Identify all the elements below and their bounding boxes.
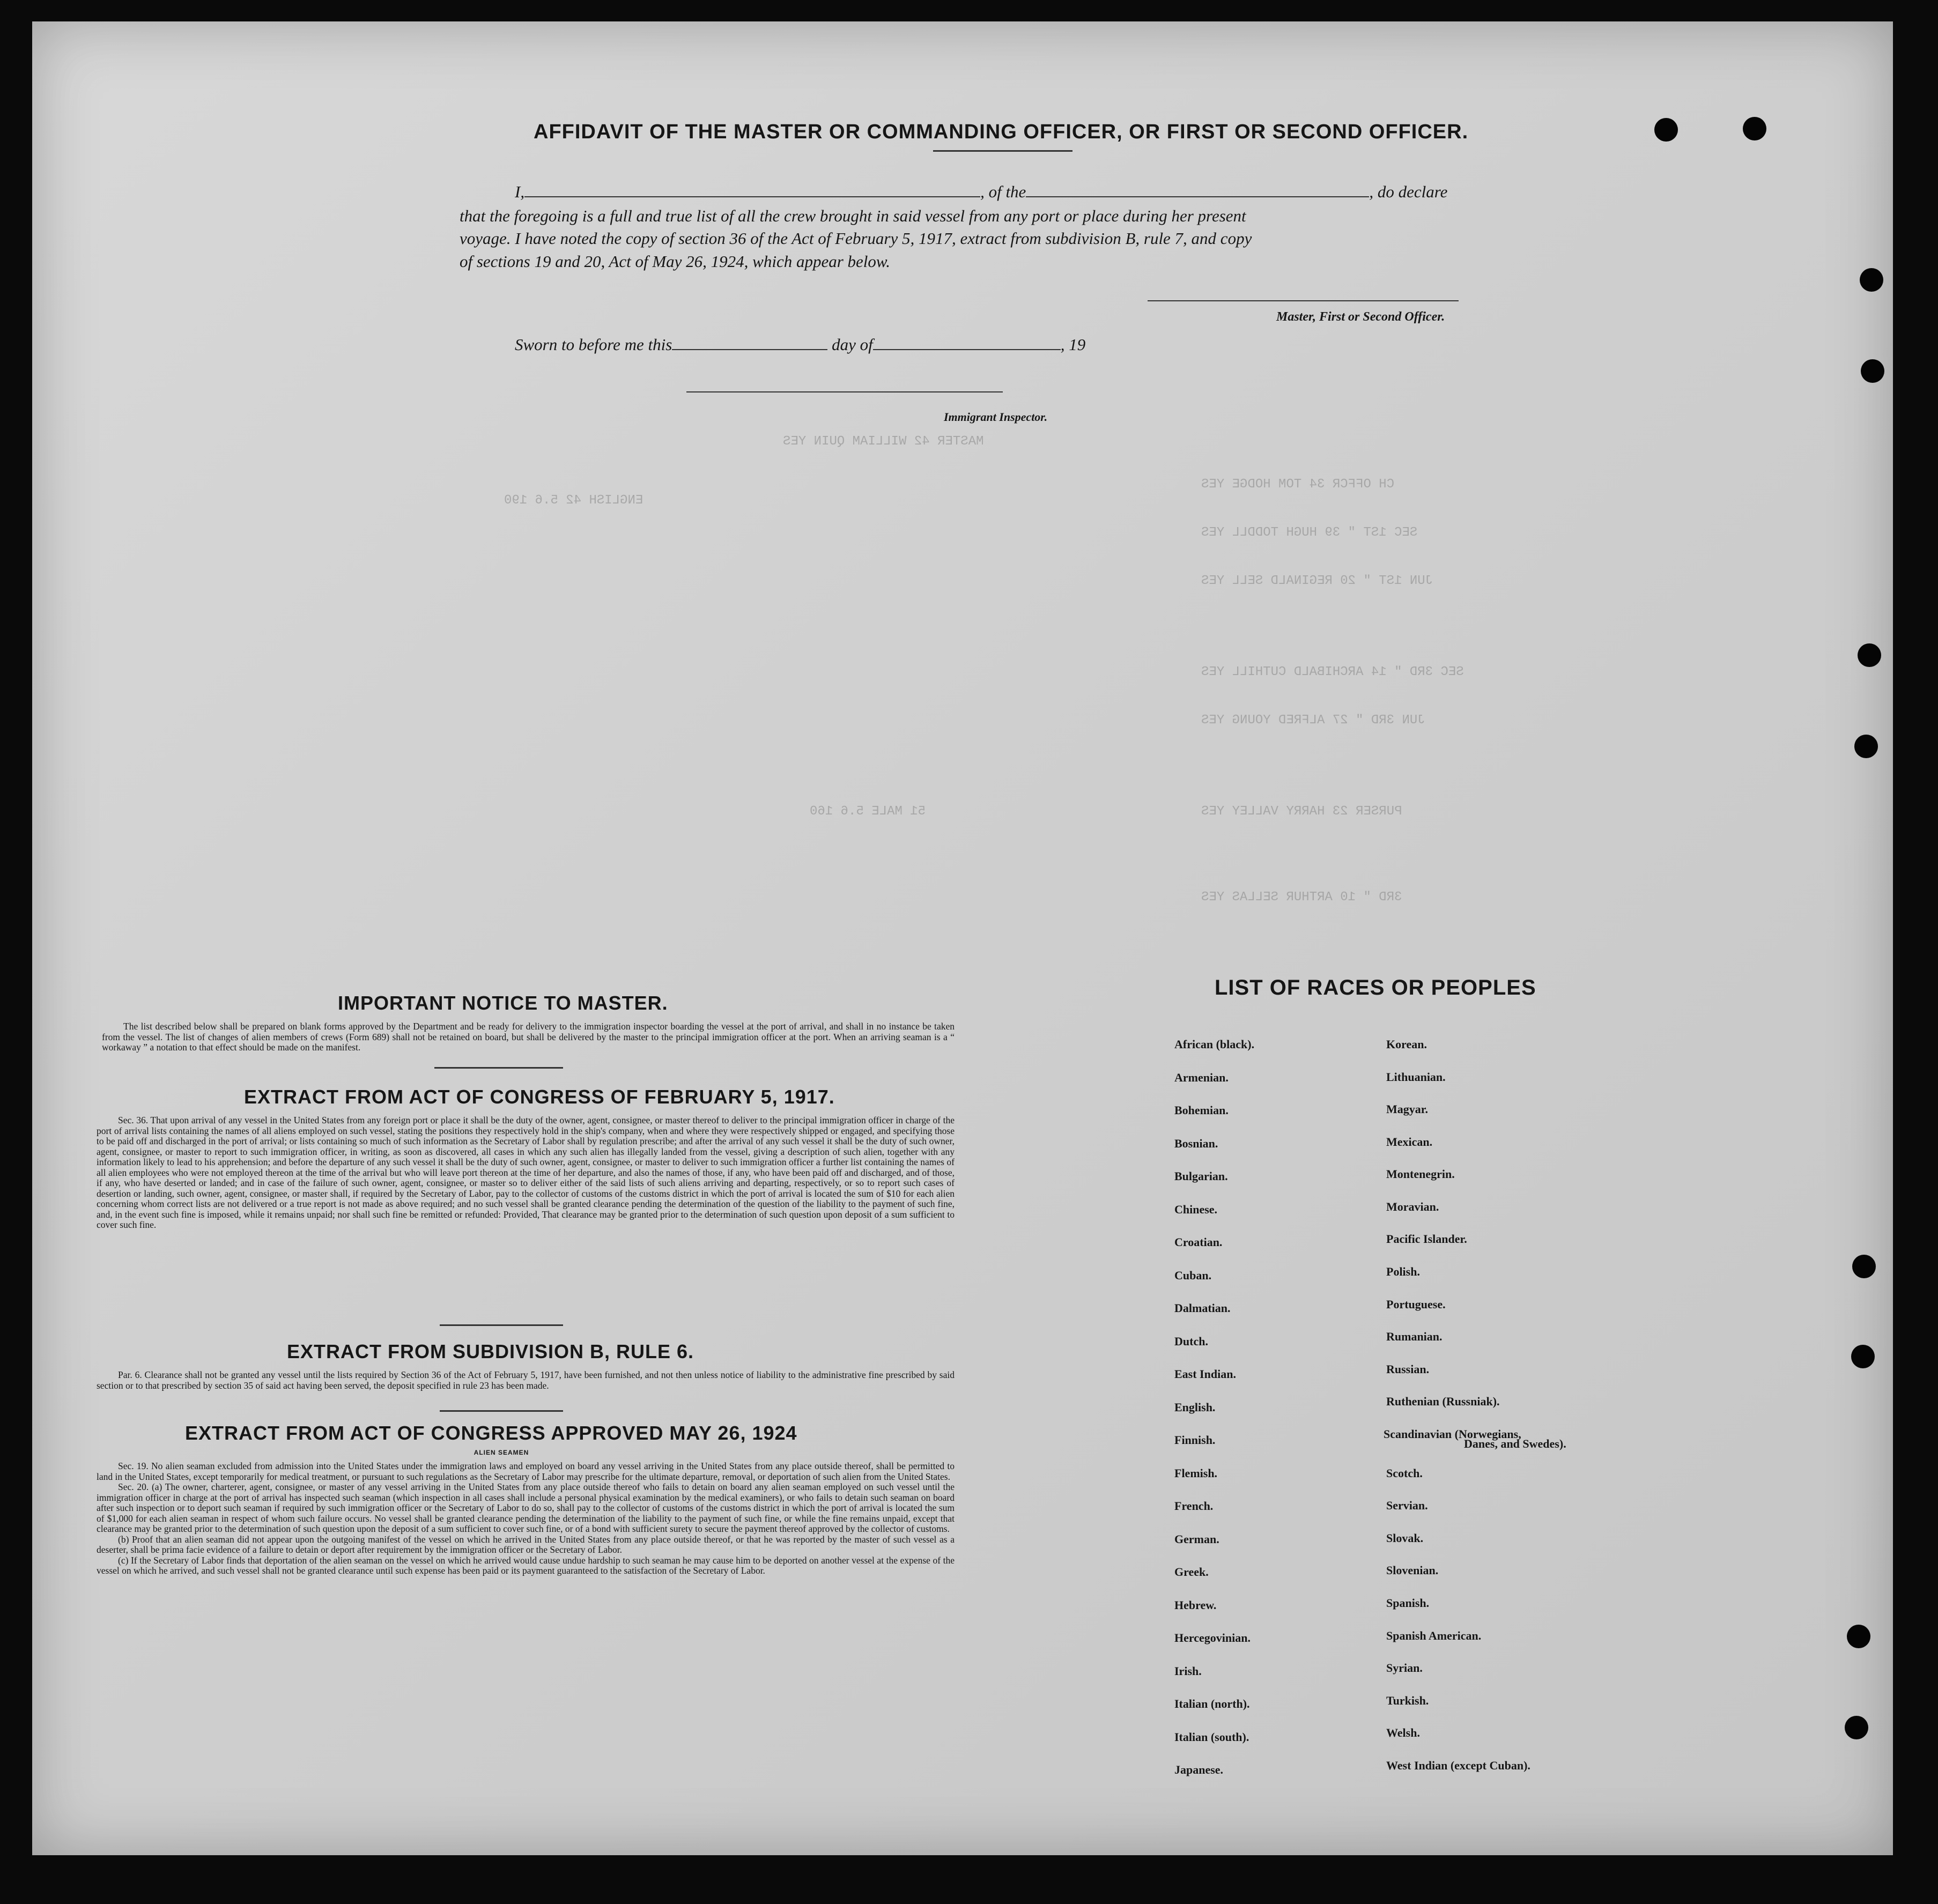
race-item: Portuguese.: [1386, 1297, 1446, 1311]
bleed-through: 51 MALE 5.6 160: [810, 804, 926, 819]
race-item: African (black).: [1174, 1038, 1255, 1051]
race-item: Italian (north).: [1174, 1697, 1250, 1710]
race-item: East Indian.: [1174, 1367, 1236, 1381]
race-item: Welsh.: [1386, 1726, 1420, 1740]
race-item: Flemish.: [1174, 1466, 1218, 1480]
race-item: German.: [1174, 1532, 1219, 1546]
sec36-text: Sec. 36. That upon arrival of any vessel in the United States from any foreign port or place it shall be the duty of the owner, agent, consignee, or master thereof to deliver to the principal immigration officer in charge of the port of arrival lists containing the names of all aliens employed on such vessel, stating the positions they respectively hold in the ship's company, when and where they were respectively shipped or engaged, and specifying those to be paid off and discharged in the port of arrival; or lists containing so much of such information as the Secretary of Labor shall by regulation prescribe; and after the arrival of any such vessel it shall be the duty of such owner, agent, consignee, or master to report to such immigration officer, in writing, as soon as discovered, all cases in which any such alien has illegally landed from the vessel, giving a description of such alien, together with any information likely to lead to his apprehension; and before the departure of any such vessel it shall be the duty of such owner, agent, consignee, or master to deliver to such immigration officer a further list containing the names of all alien employees who were not employed thereon at the time of the arrival but who will leave port thereon at the time of her departure, and also the names of those, if any, who have been paid off and discharged, and of those, if any, who have deserted or landed; and in case of the failure of such owner, agent, consignee, or master so to deliver either of the said lists of such aliens arriving and departing, respectively, or so to report such cases of desertion or landing, such owner, agent, consignee, or master shall, if required by the Secretary of Labor, pay to the collector of customs of the customs district in which the port of arrival is located the sum of $10 for each alien concerning whom correct lists are not delivered or a true report is not made as above required; and no such vessel shall be granted clearance pending the determination of the question of the liability to the payment of such fine, and, in the event such fine is imposed, while it remains unpaid; nor shall such fine be remitted or refunded: Provided, That clearance may be granted prior to the determination of such question upon deposit of a sum sufficient to cover such fine.: [97, 1115, 955, 1230]
race-item: Polish.: [1386, 1265, 1420, 1279]
notice-title: IMPORTANT NOTICE TO MASTER.: [338, 992, 668, 1014]
divider: [434, 1067, 563, 1069]
sworn-month-field[interactable]: [873, 349, 1061, 350]
race-item: Servian.: [1386, 1499, 1428, 1513]
year-label: , 19: [1060, 335, 1086, 354]
par6-text: Par. 6. Clearance shall not be granted any vessel until the lists required by Section 36 of the Act of February 5, 1917, have been furnished, and not then unless notice of liability to the administrative fine prescribed by said section or to that prescribed by section 35 of said act having been served, the deposit specified in rule 23 has been made.: [97, 1369, 955, 1391]
race-item: English.: [1174, 1400, 1216, 1414]
alien-seamen-subtitle: ALIEN SEAMEN: [474, 1449, 529, 1456]
race-item: Lithuanian.: [1386, 1070, 1446, 1084]
punch-hole: [1851, 1345, 1875, 1368]
race-item: Ruthenian (Russniak).: [1386, 1395, 1500, 1409]
sworn-line: [515, 335, 1085, 354]
bleed-through: CH OFFCR 34 TOM HODGE YES: [1201, 477, 1395, 492]
rule6-title: EXTRACT FROM SUBDIVISION B, RULE 6.: [287, 1340, 694, 1362]
master-signature-line[interactable]: [1148, 300, 1459, 301]
master-signature-label: Master, First or Second Officer.: [1276, 310, 1445, 324]
rule6-body: [97, 1370, 955, 1391]
affidavit-line-3: voyage. I have noted the copy of section 36 of the Act of February 5, 1917, extract from subdivision B, rule 7, and copy: [460, 229, 1252, 248]
bleed-through: PURSER 23 HARRY VALLEY YES: [1201, 804, 1402, 819]
sworn-label: Sworn to before me this: [515, 335, 672, 354]
race-item: Hercegovinian.: [1174, 1631, 1251, 1644]
race-item: Russian.: [1386, 1362, 1430, 1376]
affidavit-do-declare: , do declare: [1369, 182, 1448, 201]
race-item: Armenian.: [1174, 1070, 1229, 1084]
race-item: Pacific Islander.: [1386, 1232, 1467, 1246]
sec20b-text: (b) Proof that an alien seaman did not appear upon the outgoing manifest of the vessel on which he arrived in the United States from any place outside thereof, or that he was reported by the master of such vessel as a deserter, shall be prima facie evidence of a failure to detain or deport after requirement by the immigration officer or the Secretary of Labor.: [97, 1533, 955, 1555]
divider: [440, 1324, 563, 1326]
race-item: Slovenian.: [1386, 1564, 1439, 1577]
race-item: Irish.: [1174, 1664, 1202, 1678]
extract-1924-title: EXTRACT FROM ACT OF CONGRESS APPROVED MAY 26, 1924: [185, 1422, 797, 1444]
race-item: Italian (south).: [1174, 1730, 1249, 1744]
race-item: Greek.: [1174, 1565, 1209, 1579]
sec19-text: Sec. 19. No alien seaman excluded from admission into the United States under the immigration laws and employed on board any vessel arriving in the United States from any place outside thereof, shall be permitted to land in the United States, except temporarily for medical treatment, or pursuant to such regulations as the Secretary of Labor may prescribe for the ultimate departure, removal, or deportation of such alien from the United States.: [97, 1461, 955, 1482]
notice-text: The list described below shall be prepared on blank forms approved by the Department and be ready for delivery to the immigration inspector boarding the vessel at the port of arrival, and shall in no instance be taken from the vessel. The list of changes of alien members of crews (Form 689) shall not be retained on board, but shall be delivered by the master to the principal immigration officer at the port. When an arriving seaman is a “ workaway ” a notation to that effect should be made on the manifest.: [102, 1021, 955, 1053]
punch-hole: [1845, 1716, 1868, 1739]
affidavit-title: AFFIDAVIT OF THE MASTER OR COMMANDING OFFICER, OR FIRST OR SECOND OFFICER.: [534, 121, 1469, 143]
race-item: Rumanian.: [1386, 1330, 1443, 1344]
race-item: West Indian (except Cuban).: [1386, 1758, 1530, 1772]
divider: [440, 1410, 563, 1412]
sworn-day-field[interactable]: [672, 349, 827, 350]
race-item: Slovak.: [1386, 1531, 1424, 1545]
punch-hole: [1852, 1255, 1876, 1278]
race-item: Bosnian.: [1174, 1136, 1218, 1150]
races-title: LIST OF RACES OR PEOPLES: [1215, 976, 1536, 999]
race-item: Magyar.: [1386, 1102, 1429, 1116]
race-item: Japanese.: [1174, 1763, 1224, 1776]
race-item: Finnish.: [1174, 1433, 1216, 1447]
master-name-field[interactable]: [524, 196, 980, 197]
race-item: Moravian.: [1386, 1199, 1439, 1213]
extract-1917-body: [97, 1115, 955, 1231]
race-scandinavian-cont: Danes, and Swedes).: [1464, 1437, 1566, 1450]
affidavit-of-the: , of the: [980, 182, 1026, 201]
divider: [933, 150, 1072, 152]
inspector-label: Immigrant Inspector.: [944, 410, 1048, 424]
punch-hole: [1743, 117, 1766, 140]
sec20a-text: Sec. 20. (a) The owner, charterer, agent, consignee, or master of any vessel arriving in the United States from any place outside thereof who fails to detain on board any alien seaman employed on such vessel until the immigration officer in charge at the port of arrival has inspected such seaman (which inspection in all cases shall include a personal physical examination by the medical examiners), or who fails to detain such seaman on board after such inspection or to deport such seaman if required by such immigration officer or the Secretary of Labor to do so, shall pay to the collector of customs of the customs district in which the port of arrival is located the sum of $1,000 for each alien seaman in respect of whom such failure occurs. No vessel shall be granted clearance pending the determination of the liability to the payment of such fine, or while the fine remains unpaid, except that clearance may be granted prior to the determination of such question upon the deposit of a sum sufficient to cover such fine, or of a bond with sufficient surety to secure the payment thereof approved by the collector of customs.: [97, 1481, 955, 1534]
race-item: Dutch.: [1174, 1334, 1208, 1348]
bleed-through: 3RD " 10 ARTHUR SELLAS YES: [1201, 890, 1402, 905]
race-item: Spanish American.: [1386, 1628, 1482, 1642]
inspector-signature-line[interactable]: [686, 391, 1003, 392]
punch-hole: [1860, 268, 1883, 292]
race-item: French.: [1174, 1499, 1214, 1513]
bleed-through: JUN 1ST " 20 REGINALD SELL YES: [1201, 574, 1433, 588]
race-item: Korean.: [1386, 1038, 1427, 1051]
bleed-through: JUN 3RD " 27 ALFRED YOUNG YES: [1201, 713, 1425, 728]
race-item: Chinese.: [1174, 1202, 1218, 1216]
race-item: Scotch.: [1386, 1466, 1423, 1480]
extract-1924-body: [97, 1461, 955, 1576]
extract-1917-title: EXTRACT FROM ACT OF CONGRESS OF FEBRUARY 5, 1917.: [244, 1086, 835, 1108]
race-item: Croatian.: [1174, 1235, 1223, 1249]
race-item: Hebrew.: [1174, 1598, 1217, 1612]
bleed-through: SEC 1ST " 39 HUGH TODDLL YES: [1201, 525, 1418, 540]
punch-hole: [1847, 1625, 1870, 1648]
race-item: Scandinavian (Norwegians,: [1384, 1427, 1521, 1441]
race-item: Bulgarian.: [1174, 1169, 1228, 1183]
race-item: Bohemian.: [1174, 1103, 1229, 1117]
affidavit-i-label: I,: [515, 182, 525, 201]
race-item: Dalmatian.: [1174, 1301, 1231, 1315]
affidavit-line-1: [515, 182, 1447, 202]
bleed-through: ENGLISH 42 5.6 190: [504, 493, 643, 508]
notice-body: [102, 1021, 955, 1053]
punch-hole: [1858, 643, 1881, 667]
bleed-through: SEC 3RD " 14 ARCHIBALD CUTHILL YES: [1201, 665, 1464, 679]
vessel-name-field[interactable]: [1026, 196, 1369, 197]
race-item: Syrian.: [1386, 1661, 1423, 1675]
race-item: Mexican.: [1386, 1135, 1433, 1149]
race-item: Cuban.: [1174, 1268, 1212, 1282]
race-item: Spanish.: [1386, 1596, 1430, 1610]
race-item: Turkish.: [1386, 1693, 1429, 1707]
punch-hole: [1654, 118, 1678, 142]
bleed-through: MASTER 42 WILLIAM QUIN YES: [783, 434, 984, 449]
affidavit-line-4: of sections 19 and 20, Act of May 26, 1924, which appear below.: [460, 252, 891, 271]
punch-hole: [1861, 359, 1884, 383]
sec20c-text: (c) If the Secretary of Labor finds that deportation of the alien seaman on the vessel on which he arrived would cause undue hardship to such seaman he may cause him to be deported on another vessel at the expense of the vessel on which he arrived, and such vessel shall not be granted clearance until such expense has been paid or its payment guaranteed to the satisfaction of the Secretary of Labor.: [97, 1554, 955, 1576]
document-page: [32, 21, 1893, 1855]
race-item: Montenegrin.: [1386, 1167, 1455, 1181]
punch-hole: [1854, 735, 1878, 758]
day-of-label: day of: [832, 335, 873, 354]
affidavit-line-2: that the foregoing is a full and true list of all the crew brought in said vessel from any port or place during her present: [460, 206, 1246, 225]
